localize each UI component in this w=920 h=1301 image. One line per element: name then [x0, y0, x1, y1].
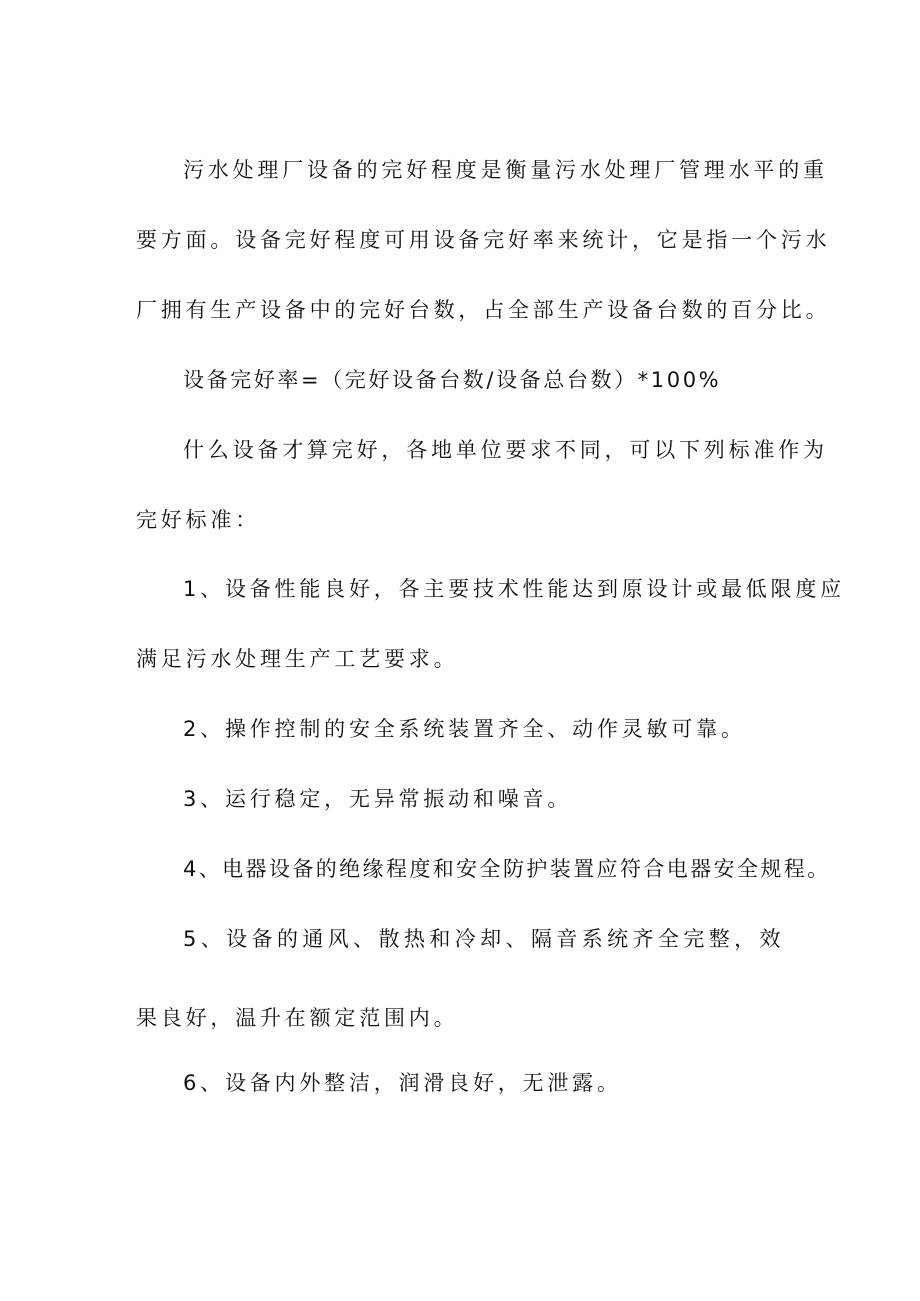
intro-paragraph-line-1: 污水处理厂设备的完好程度是衡量污水处理厂管理水平的重 [183, 158, 828, 182]
criterion-3: 3、运行稳定，无异常振动和噪音。 [183, 787, 573, 811]
formula-line: 设备完好率=（完好设备台数/设备总台数）*100% [183, 368, 722, 392]
intro-paragraph-line-3: 厂拥有生产设备中的完好台数，占全部生产设备台数的百分比。 [136, 298, 831, 322]
intro-paragraph-line-2: 要方面。设备完好程度可用设备完好率来统计，它是指一个污水 [136, 228, 831, 252]
criteria-intro-line-1: 什么设备才算完好，各地单位要求不同，可以下列标准作为 [183, 438, 828, 462]
criterion-5-line-2: 果良好，温升在额定范围内。 [136, 1006, 459, 1030]
criteria-intro-line-2: 完好标准： [136, 508, 260, 532]
criterion-4: 4、电器设备的绝缘程度和安全防护装置应符合电器安全规程。 [183, 857, 831, 881]
criterion-6: 6、设备内外整洁，润滑良好，无泄露。 [183, 1071, 622, 1095]
criterion-1-line-1: 1、设备性能良好，各主要技术性能达到原设计或最低限度应 [183, 577, 845, 601]
criterion-5-line-1: 5、设备的通风、散热和冷却、隔音系统齐全完整，效 [183, 927, 785, 951]
criterion-2: 2、操作控制的安全系统装置齐全、动作灵敏可靠。 [183, 717, 746, 741]
criterion-1-line-2: 满足污水处理生产工艺要求。 [136, 647, 459, 671]
